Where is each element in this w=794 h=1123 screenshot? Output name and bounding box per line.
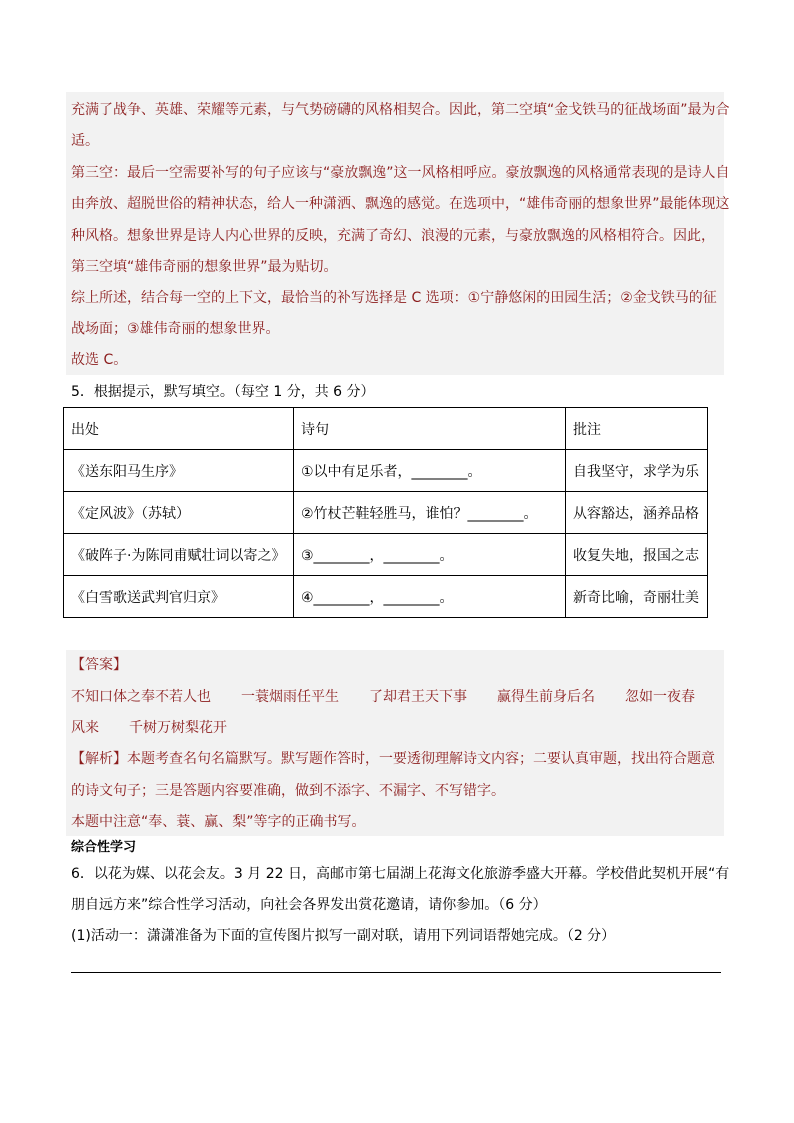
cell-note: 收复失地，报国之志 bbox=[566, 534, 708, 576]
header-verse: 诗句 bbox=[294, 408, 566, 450]
cell-source: 《送东阳马生序》 bbox=[64, 450, 294, 492]
analysis-text: 本题考查名句名篇默写。默写题作答时，一要透彻理解诗文内容；二要认真审题，找出符合题意 bbox=[127, 751, 715, 767]
header-note: 批注 bbox=[566, 408, 708, 450]
answer-item: 忽如一夜春 bbox=[625, 689, 695, 705]
answer-item: 风来 bbox=[71, 720, 99, 736]
analysis-line: 充满了战争、英雄、荣耀等元素，与气势磅礴的风格相契合。因此，第二空填“金戈铁马的征战场面”最为合 bbox=[71, 102, 730, 118]
answer-shade bbox=[66, 650, 724, 836]
cell-verse: ④________，________。 bbox=[294, 576, 566, 618]
cell-source: 《定风波》（苏轼） bbox=[64, 492, 294, 534]
answer-item: 千树万树梨花开 bbox=[129, 720, 227, 736]
answer-item: 一蓑烟雨任平生 bbox=[241, 689, 339, 705]
cell-verse: ②竹杖芒鞋轻胜马，谁怕？________。 bbox=[294, 492, 566, 534]
answer-item: 赢得生前身后名 bbox=[497, 689, 595, 705]
analysis-line: 故选 C。 bbox=[71, 352, 128, 368]
question-6-sub-1: (1)活动一：潇潇准备为下面的宣传图片拟写一副对联，请用下列词语帮她完成。（2 分） bbox=[71, 928, 616, 944]
table-header-row bbox=[64, 408, 708, 450]
analysis-line: 第三空填“雄伟奇丽的想象世界”最为贴切。 bbox=[71, 259, 338, 275]
section-heading: 综合性学习 bbox=[71, 840, 137, 855]
cell-source: 《破阵子·为陈同甫赋壮词以寄之》 bbox=[64, 534, 294, 576]
question-6-line-2: 朋自远方来”综合性学习活动，向社会各界发出赏花邀请，请你参加。（6 分） bbox=[71, 897, 547, 913]
cell-note: 从容豁达，涵养品格 bbox=[566, 492, 708, 534]
cell-note: 新奇比喻，奇丽壮美 bbox=[566, 576, 708, 618]
analysis-line: 由奔放、超脱世俗的精神状态，给人一种潇洒、飘逸的感觉。在选项中，“雄伟奇丽的想象世界”最能体现这 bbox=[71, 196, 730, 212]
table-row bbox=[64, 450, 708, 492]
answer-line-2 bbox=[71, 718, 257, 738]
header-source: 出处 bbox=[64, 408, 294, 450]
analysis-line-3: 本题中注意“奉、蓑、赢、梨”等字的正确书写。 bbox=[71, 814, 366, 830]
cell-verse: ③________，________。 bbox=[294, 534, 566, 576]
analysis-line: 第三空：最后一空需要补写的句子应该与“豪放飘逸”这一风格相呼应。豪放飘逸的风格通常表现的是诗人自 bbox=[71, 165, 730, 181]
analysis-line: 适。 bbox=[71, 133, 99, 149]
cell-note: 自我坚守，求学为乐 bbox=[566, 450, 708, 492]
analysis-line-1 bbox=[71, 749, 715, 769]
cell-verse: ①以中有足乐者，________。 bbox=[294, 450, 566, 492]
cell-source: 《白雪歌送武判官归京》 bbox=[64, 576, 294, 618]
answer-label: 【答案】 bbox=[71, 657, 127, 673]
answer-item: 不知口体之奉不若人也 bbox=[71, 689, 211, 705]
analysis-line-2: 的诗文句子；三是答题内容要准确，做到不添字、不漏字、不写错字。 bbox=[71, 783, 505, 799]
answer-item: 了却君王天下事 bbox=[369, 689, 467, 705]
bottom-rule bbox=[71, 972, 721, 973]
analysis-line: 种风格。想象世界是诗人内心世界的反映，充满了奇幻、浪漫的元素，与豪放飘逸的风格相符合。因此， bbox=[71, 228, 715, 244]
question-5-title: 5．根据提示，默写填空。（每空 1 分，共 6 分） bbox=[71, 384, 375, 400]
analysis-label: 【解析】 bbox=[71, 751, 127, 767]
analysis-line: 综上所述，结合每一空的上下文，最恰当的补写选择是 C 选项：①宁静悠闲的田园生活；②金戈铁马的征 bbox=[71, 290, 717, 306]
table-row bbox=[64, 534, 708, 576]
table-row bbox=[64, 576, 708, 618]
analysis-line: 战场面；③雄伟奇丽的想象世界。 bbox=[71, 321, 280, 337]
answer-line-1 bbox=[71, 687, 725, 707]
question-6-line-1: 6．以花为媒、以花会友。3 月 22 日，高邮市第七届湖上花海文化旅游季盛大开幕。学校借此契机开展“有 bbox=[71, 866, 730, 882]
recitation-table bbox=[63, 407, 708, 618]
table-row bbox=[64, 492, 708, 534]
